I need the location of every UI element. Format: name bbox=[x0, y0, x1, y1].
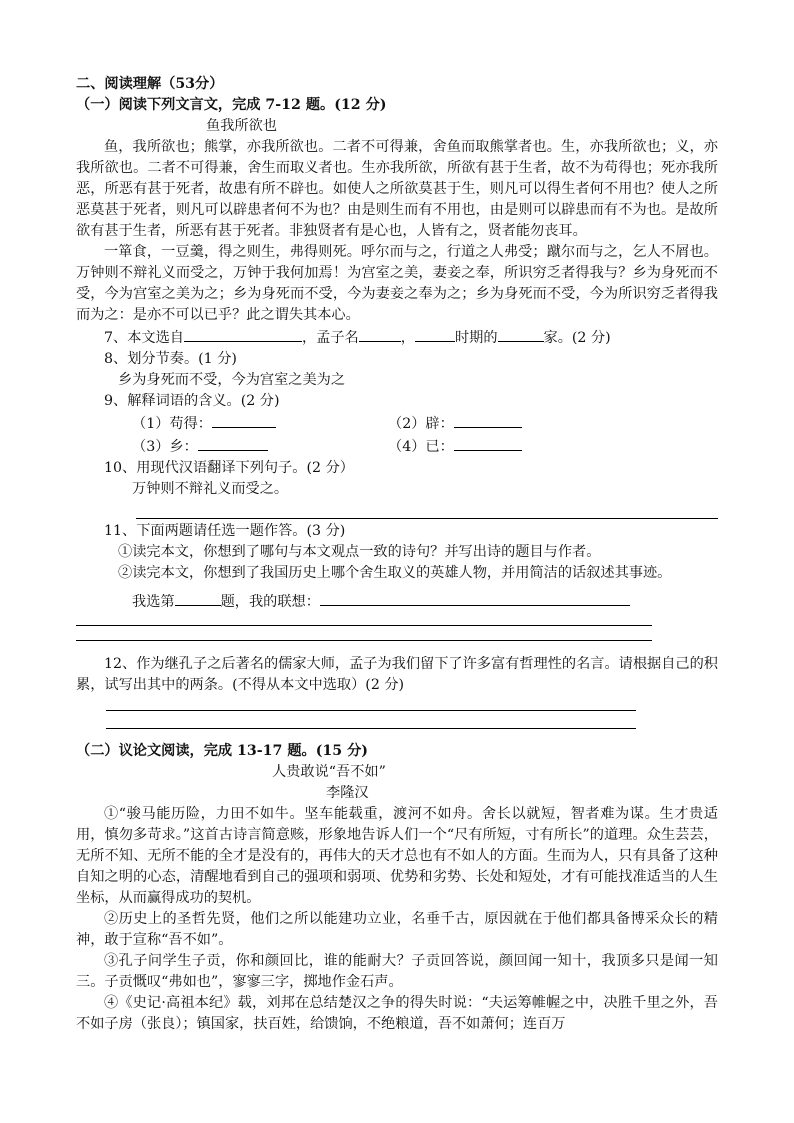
q11-blank-choice[interactable] bbox=[175, 590, 221, 606]
question-9-row-1: （1）苟得： （2）辟： bbox=[76, 412, 718, 435]
question-8: 8、划分节奏。(1 分) bbox=[104, 351, 237, 367]
essay-paragraph-1: ①“骏马能历险，力田不如牛。坚车能载重，渡河不如舟。舍长以就短，智者难为谋。生才贵适用，慎勿多苛求。”这首古诗言简意赅，形象地告诉人们一个“尺有所短，寸有所长”的道理。众生芸芸，无所不知、无所不能的全才是没有的，再伟大的天才总也有不如人的方面。生而为人，只有具备了这种自知之明的心态，清醒地看到自己的强项和弱项、优势和劣势、长处和短处，才有可能找准适当的人生坐标，从而赢得成功的契机。 bbox=[76, 806, 718, 906]
q9-blank-2[interactable] bbox=[454, 412, 522, 428]
question-11-answer-line-2[interactable] bbox=[76, 613, 718, 634]
essay-paragraph-3: ③孔子问学生子贡，你和颜回比，谁的能耐大？子贡回答说，颜回闻一知十，我顶多只是闻一知三。子贡慨叹“弗如也”，寥寥三字，掷地作金石声。 bbox=[76, 953, 718, 990]
question-7: 7、本文选自 ，孟子名 ， 时期的 家。(2 分) bbox=[76, 326, 718, 349]
question-12-answer-line-1[interactable] bbox=[76, 696, 718, 717]
question-11-option-2: ②读完本文，你想到了我国历史上哪个舍生取义的英雄人物，并用简洁的话叙述其事迹。 bbox=[118, 565, 672, 581]
classical-paragraph-1: 鱼，我所欲也；熊掌，亦我所欲也。二者不可得兼，舍鱼而取熊掌者也。生，亦我所欲也；义，亦我所欲也。二者不可得兼，舍生而取义者也。生亦我所欲，所欲有甚于生者，故不为苟得也；死亦我所恶，所恶有甚于死者，故患有所不辟也。如使人之所欲莫甚于生，则凡可以得生者何不用也？使人之所恶莫甚于死者，则凡可以辟患者何不为也？由是则生而有不用也，由是则可以辟患而有不为也。是故所欲有甚于生者，所恶有甚于死者。非独贤者有是心也，人皆有之，贤者能勿丧耳。 bbox=[76, 139, 718, 239]
essay-title: 人贵敢说“吾不如” bbox=[272, 764, 386, 780]
question-9: 9、解释词语的含义。(2 分) bbox=[104, 393, 280, 409]
question-11-choice: 我选第 题，我的联想： bbox=[76, 590, 718, 613]
question-12-answer-line-2[interactable] bbox=[76, 717, 718, 741]
question-11-answer-line-3[interactable] bbox=[76, 634, 718, 654]
section-title: 二、阅读理解（53分） bbox=[76, 76, 224, 92]
q9-blank-1[interactable] bbox=[212, 412, 276, 428]
part1-heading: （一）阅读下列文言文，完成 7-12 题。(12 分) bbox=[76, 97, 387, 113]
essay-author: 李隆汉 bbox=[326, 785, 369, 801]
q7-blank-era[interactable] bbox=[415, 326, 455, 342]
question-9-row-2: （3）乡： （4）已： bbox=[76, 435, 718, 458]
question-11-option-1: ①读完本文，你想到了哪句与本文观点一致的诗句？并写出诗的题目与作者。 bbox=[118, 544, 601, 560]
essay-paragraph-2: ②历史上的圣哲先贤，他们之所以能建功立业，名垂千古，原因就在于他们都具备博采众长的精神，敢于宣称“吾不如”。 bbox=[76, 911, 718, 948]
q9-blank-4[interactable] bbox=[454, 435, 522, 451]
q7-blank-source[interactable] bbox=[184, 326, 302, 342]
question-10-text: 万钟则不辩礼义而受之。 bbox=[132, 481, 289, 497]
question-11: 11、下面两题请任选一题作答。(3 分) bbox=[104, 523, 346, 539]
q7-blank-school[interactable] bbox=[498, 326, 544, 342]
classical-paragraph-2: 一箪食，一豆羹，得之则生，弗得则死。呼尔而与之，行道之人弗受；蹴尔而与之，乞人不屑也。万钟则不辩礼义而受之，万钟于我何加焉！为宫室之美，妻妾之奉，所识穷乏者得我与？乡为身死而不受，今为宫室之美为之；乡为身死而不受，今为妻妾之奉为之；乡为身死而不受，今为所识穷乏者得我而为之：是亦不可以已乎？此之谓失其本心。 bbox=[76, 244, 718, 323]
q11-blank-answer-1[interactable] bbox=[320, 590, 630, 606]
q7-blank-name[interactable] bbox=[359, 326, 401, 342]
question-8-text: 乡为身死而不受，今为宫室之美为之 bbox=[118, 372, 346, 388]
essay-paragraph-4: ④《史记·高祖本纪》载，刘邦在总结楚汉之争的得失时说：“夫运筹帷幄之中，决胜千里之外，吾不如子房（张良）；镇国家，扶百姓，给馈饷，不绝粮道，吾不如萧何；连百万 bbox=[76, 995, 718, 1032]
exam-page bbox=[76, 74, 718, 1035]
question-10: 10、用现代汉语翻译下列句子。(2 分） bbox=[104, 460, 354, 476]
part2-heading: （二）议论文阅读，完成 13-17 题。(15 分) bbox=[76, 743, 368, 759]
question-12: 12、作为继孔子之后著名的儒家大师，孟子为我们留下了许多富有哲理性的名言。请根据自己的积累，试写出其中的两条。(不得从本文中选取）(2 分) bbox=[76, 656, 718, 693]
classical-text-title: 鱼我所欲也 bbox=[206, 118, 277, 134]
q9-blank-3[interactable] bbox=[198, 435, 268, 451]
question-10-answer-line[interactable] bbox=[76, 500, 718, 521]
